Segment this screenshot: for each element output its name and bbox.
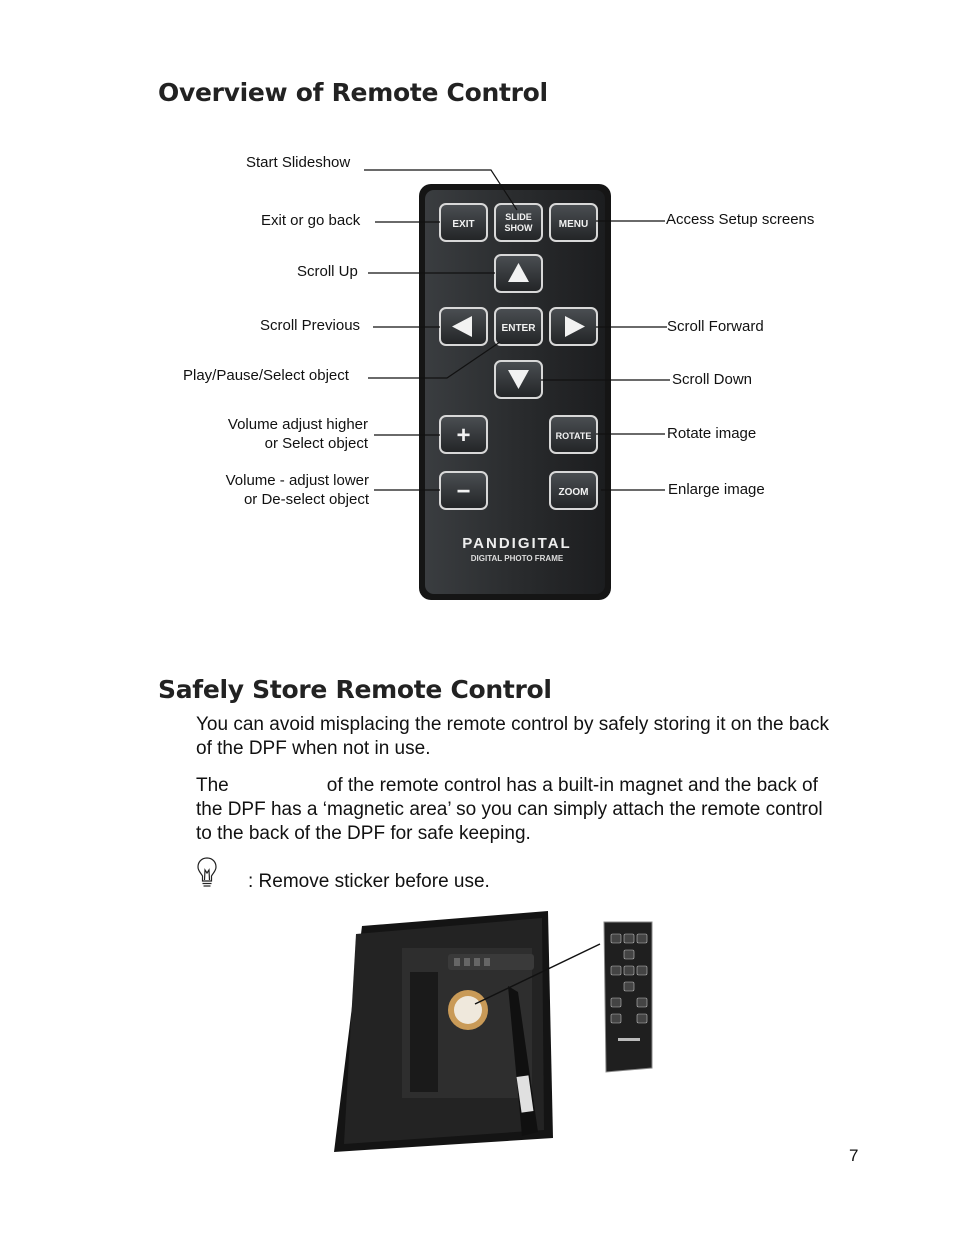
- callout-volume-higher-line1: Volume adjust higher: [227, 416, 368, 433]
- brand-subtitle: DIGITAL PHOTO FRAME: [470, 554, 564, 563]
- callout-scroll-previous: Scroll Previous: [260, 317, 361, 334]
- callout-scroll-forward: Scroll Forward: [667, 318, 764, 335]
- svg-text:SLIDE: SLIDE: [505, 212, 532, 222]
- tip-text: : Remove sticker before use.: [248, 871, 490, 892]
- callout-volume-lower-line2: or De-select object: [243, 491, 369, 508]
- safely-store-title: Safely Store Remote Control: [158, 675, 552, 704]
- callout-volume-higher-line2: or Select object: [264, 435, 368, 452]
- overview-title: Overview of Remote Control: [158, 78, 548, 107]
- svg-text:+: +: [456, 422, 471, 449]
- svg-text:ZOOM: ZOOM: [558, 487, 589, 498]
- callout-scroll-down: Scroll Down: [672, 371, 753, 388]
- lightbulb-icon: [196, 856, 218, 890]
- svg-text:ROTATE: ROTATE: [555, 431, 592, 441]
- svg-text:MENU: MENU: [558, 219, 589, 230]
- callout-volume-higher: [208, 415, 368, 453]
- brand-logo: PANDIGITAL: [462, 535, 572, 552]
- callout-start-slideshow: Start Slideshow: [246, 154, 351, 171]
- callout-access-setup: Access Setup screens: [666, 211, 815, 228]
- callout-rotate-image: Rotate image: [667, 425, 757, 442]
- svg-text:EXIT: EXIT: [452, 219, 475, 230]
- attached-remote-icon: [604, 922, 652, 1072]
- store-paragraph-2-rest: of the remote control has a built-in magnet and the back of the DPF has a ‘magnetic area’ so you can simply attach the remote control to the back of the DPF for safe keeping.: [196, 775, 823, 844]
- svg-text:SHOW: SHOW: [504, 223, 533, 233]
- svg-text:ENTER: ENTER: [501, 323, 536, 334]
- store-paragraph-2-start: The: [196, 775, 229, 796]
- callout-play-pause: Play/Pause/Select object: [183, 367, 349, 384]
- page-number: 7: [849, 1146, 859, 1165]
- store-paragraph-1: You can avoid misplacing the remote control by safely storing it on the back of the DPF when not in use.: [196, 714, 829, 759]
- callout-enlarge-image: Enlarge image: [668, 481, 765, 498]
- store-paragraph-2: [196, 774, 836, 846]
- callout-volume-lower: [199, 471, 369, 509]
- callout-scroll-up: Scroll Up: [297, 263, 358, 280]
- callout-exit-back: Exit or go back: [261, 212, 361, 229]
- callout-volume-lower-line1: Volume - adjust lower: [225, 472, 369, 489]
- svg-text:−: −: [456, 478, 471, 505]
- photo-frame-illustration: [330, 906, 660, 1154]
